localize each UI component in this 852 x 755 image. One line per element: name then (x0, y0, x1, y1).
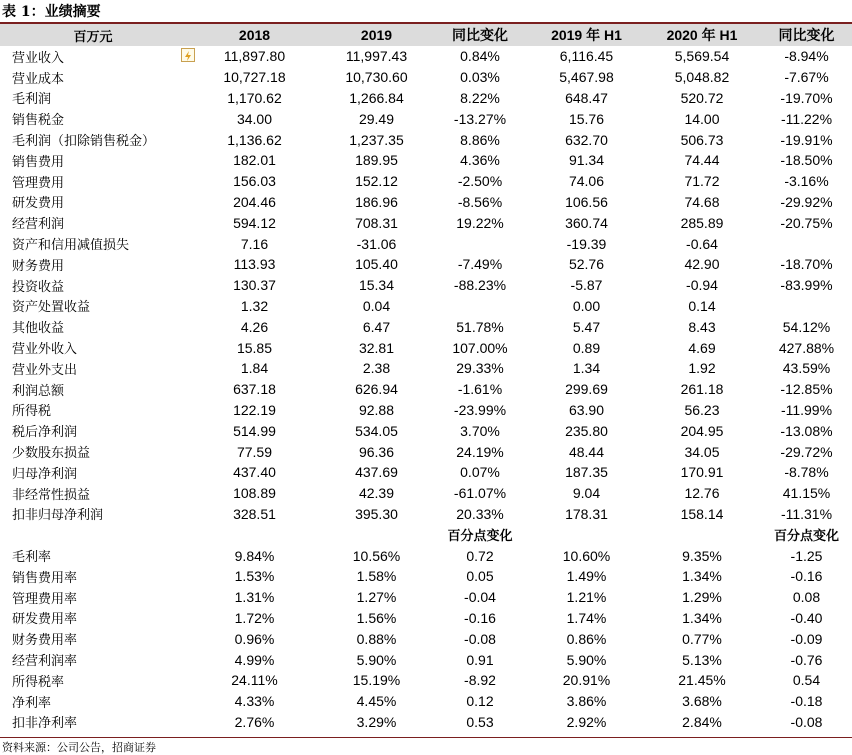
yoy-h1: -0.16 (790, 568, 823, 585)
value-2018: 4.99% (234, 651, 275, 668)
table-row (0, 379, 852, 400)
value-2019-h1: 235.80 (565, 422, 608, 439)
value-2019-h1: 5.47 (572, 318, 601, 335)
value-2019: 15.19% (352, 672, 401, 689)
value-2018: 204.46 (233, 193, 276, 210)
value-2018: 182.01 (233, 152, 276, 169)
table-row (0, 358, 852, 379)
yoy-annual: -13.27% (453, 110, 507, 127)
value-2018: 122.19 (233, 401, 276, 418)
yoy-h1: -0.76 (790, 651, 823, 668)
yoy-h1: -0.08 (790, 713, 823, 730)
header-2020-h1: 2020 年 H1 (666, 27, 738, 43)
value-2019-h1: 1.74% (566, 609, 607, 626)
value-2018: 108.89 (233, 485, 276, 502)
table-row (0, 150, 852, 171)
yoy-annual: 24.19% (456, 443, 504, 460)
value-2019: 5.90% (356, 651, 397, 668)
yoy-h1: -18.70% (780, 256, 833, 273)
value-2019: 10.56% (352, 547, 401, 564)
yoy-annual (430, 233, 530, 254)
value-2020-h1: 1.34% (682, 609, 722, 626)
row-label: 销售费用 (12, 154, 65, 170)
yoy-h1: 43.59% (782, 360, 831, 377)
table-row (0, 441, 852, 462)
row-label (0, 524, 186, 545)
value-2020-h1: 1.34% (682, 568, 722, 585)
value-2019: 42.39 (358, 485, 395, 502)
value-2018: 1,136.62 (227, 131, 282, 148)
value-2019: 395.30 (355, 505, 398, 522)
value-2019: 534.05 (355, 422, 398, 439)
value-2019: 1.56% (356, 609, 397, 626)
table-row (0, 275, 852, 296)
value-2020-h1: 5.13% (682, 651, 722, 668)
value-2019: 437.69 (355, 464, 398, 481)
header-unit: 百万元 (73, 29, 113, 45)
header-2019-h1: 2019 年 H1 (551, 27, 622, 43)
value-2019: 4.45% (356, 693, 397, 710)
value-2019-h1: 5,467.98 (559, 69, 614, 86)
yoy-h1: -19.91% (780, 131, 833, 148)
row-label: 研发费用 (12, 196, 65, 212)
yoy-annual: 0.53 (466, 713, 494, 730)
yoy-annual: 29.33% (456, 360, 504, 377)
yoy-annual: 0.84% (460, 48, 500, 65)
value-2018: 77.59 (236, 443, 273, 460)
row-label: 资产和信用减值损失 (12, 238, 130, 254)
value-2020-h1: 74.44 (684, 152, 720, 169)
value-2020-h1: -0.94 (686, 277, 718, 294)
value-2019: 96.36 (358, 443, 395, 460)
yoy-h1: -0.40 (790, 609, 823, 626)
yoy-h1: 41.15% (782, 485, 831, 502)
table-row (0, 566, 852, 587)
value-2020-h1: 21.45% (678, 672, 726, 689)
yoy-h1: 54.12% (782, 318, 831, 335)
value-2018: 437.40 (233, 464, 276, 481)
value-2019-h1: 648.47 (565, 89, 608, 106)
value-2019-h1: 3.86% (566, 693, 607, 710)
table-row (0, 67, 852, 88)
yoy-h1: -13.08% (780, 422, 833, 439)
yoy-annual: 0.91 (466, 651, 494, 668)
table-row (0, 337, 852, 358)
value-2020-h1: 506.73 (680, 131, 724, 148)
yoy-annual: 8.86% (460, 131, 500, 148)
yoy-annual: 19.22% (456, 214, 504, 231)
yoy-annual: 107.00% (452, 339, 508, 356)
yoy-annual: -0.04 (464, 589, 496, 606)
value-2019: 186.96 (355, 193, 398, 210)
table-header-row (0, 24, 852, 46)
value-2020-h1: 71.72 (684, 173, 720, 190)
yoy-h1: -83.99% (780, 277, 833, 294)
row-label: 资产处置收益 (12, 300, 91, 316)
value-2019: 11,997.43 (345, 48, 408, 65)
value-2020-h1: 12.76 (684, 485, 720, 502)
row-label: 所得税 (12, 404, 52, 420)
value-2020-h1: 5,048.82 (674, 69, 730, 86)
value-2019-h1: 187.35 (565, 464, 608, 481)
yoy-h1: -1.25 (790, 547, 823, 564)
table-row (0, 649, 852, 670)
value-2019-h1: 299.69 (565, 381, 608, 398)
yoy-h1: -11.22% (780, 110, 833, 127)
value-2019-h1: -19.39 (566, 235, 607, 252)
table-row (0, 504, 852, 525)
row-label: 净利率 (12, 695, 52, 711)
yoy-h1: -8.94% (784, 48, 829, 65)
value-2018: 1.53% (234, 568, 275, 585)
value-2020-h1: 8.43 (688, 318, 716, 335)
yoy-h1: -11.99% (780, 401, 833, 418)
row-label: 其他收益 (12, 321, 65, 337)
table-row (0, 608, 852, 629)
value-2019: 29.49 (358, 110, 395, 127)
yoy-annual: 0.03% (460, 69, 500, 86)
value-2019-h1: 360.74 (565, 214, 608, 231)
value-2019-h1: 20.91% (562, 672, 611, 689)
table-row (0, 108, 852, 129)
value-2019-h1: 1.34 (572, 360, 601, 377)
value-2018: 10,727.18 (223, 69, 286, 86)
table-row (0, 691, 852, 712)
yoy-annual: 0.12 (466, 693, 494, 710)
table-row (0, 712, 852, 733)
value-2019-h1: 52.76 (568, 256, 605, 273)
table-row (0, 212, 852, 233)
row-label: 所得税率 (12, 674, 65, 690)
value-2019-h1: 1.49% (566, 568, 607, 585)
value-2018: 2.76% (234, 713, 275, 730)
value-2019: 3.29% (356, 713, 397, 730)
value-2019: 1.27% (356, 589, 397, 606)
value-2018: 0.96% (234, 630, 275, 647)
value-2019: 15.34 (358, 277, 395, 294)
value-2019-h1: 48.44 (568, 443, 605, 460)
value-2020-h1: 9.35% (682, 547, 722, 564)
row-label: 毛利润 (12, 92, 52, 108)
row-label: 扣非归母净利润 (12, 508, 104, 524)
yoy-h1: -11.31% (780, 505, 833, 522)
value-2018: 1.31% (234, 589, 275, 606)
value-2020-h1: 42.90 (684, 256, 720, 273)
value-2018: 7.16 (240, 235, 269, 252)
value-2019-h1: 0.89 (572, 339, 601, 356)
value-2018: 34.00 (236, 110, 273, 127)
yoy-annual: 0.72 (466, 547, 494, 564)
value-2018: 11,897.80 (223, 48, 286, 65)
row-label: 利润总额 (12, 383, 65, 399)
value-2020-h1: -0.64 (686, 235, 718, 252)
value-2019-h1: 63.90 (568, 401, 605, 418)
value-2018: 130.37 (233, 277, 276, 294)
table-row (0, 88, 852, 109)
yoy-h1: 427.88% (778, 339, 835, 356)
row-label: 非经常性损益 (12, 487, 91, 503)
value-2019: 10,730.60 (345, 69, 408, 86)
value-2019-h1 (530, 524, 643, 545)
value-2019: 105.40 (355, 256, 398, 273)
value-2018: 514.99 (233, 422, 276, 439)
value-2020-h1: 5,569.54 (674, 48, 730, 65)
value-2020-h1: 2.84% (682, 713, 722, 730)
value-2019-h1: 632.70 (565, 131, 608, 148)
yoy-h1: 0.08 (792, 589, 821, 606)
value-2020-h1: 74.68 (684, 193, 720, 210)
value-2019: 189.95 (355, 152, 398, 169)
yoy-annual: -2.50% (457, 173, 503, 190)
value-2018: 637.18 (233, 381, 276, 398)
yoy-h1: 0.54 (792, 672, 821, 689)
value-2019: 626.94 (355, 381, 398, 398)
table-row (0, 420, 852, 441)
value-2020-h1: 0.14 (688, 297, 716, 314)
value-2020-h1: 285.89 (680, 214, 724, 231)
value-2018: 4.33% (234, 693, 275, 710)
yoy-annual: -0.16 (464, 609, 496, 626)
row-label: 少数股东损益 (12, 446, 91, 462)
row-label: 营业外支出 (12, 362, 78, 378)
row-label: 营业成本 (12, 71, 65, 87)
value-2018: 1.32 (240, 297, 269, 314)
value-2019-h1: 6,116.45 (559, 48, 614, 65)
yoy-annual: -61.07% (453, 485, 507, 502)
value-2020-h1 (643, 524, 761, 545)
header-2018: 2018 (238, 27, 271, 43)
value-2020-h1: 261.18 (680, 381, 724, 398)
flash-icon (181, 48, 195, 62)
value-2020-h1: 56.23 (684, 401, 720, 418)
value-2019: 92.88 (358, 401, 395, 418)
row-label: 归母净利润 (12, 466, 78, 482)
value-2019: 0.04 (362, 297, 391, 314)
table-title: 表 1：业绩摘要 (2, 4, 101, 20)
table-row (0, 316, 852, 337)
yoy-h1: -29.92% (780, 193, 833, 210)
value-2019: -31.06 (356, 235, 397, 252)
table-row (0, 233, 852, 254)
yoy-h1: -20.75% (780, 214, 833, 231)
yoy-annual (430, 296, 530, 317)
yoy-annual: 20.33% (456, 505, 504, 522)
table-row (0, 254, 852, 275)
table-row (0, 46, 852, 67)
row-label: 营业外收入 (12, 342, 78, 358)
table-row (0, 628, 852, 649)
value-2020-h1: 520.72 (680, 89, 724, 106)
value-2019-h1: 9.04 (572, 485, 601, 502)
value-2018: 1.72% (234, 609, 275, 626)
yoy-annual: -88.23% (453, 277, 507, 294)
yoy-h1: -0.18 (790, 693, 823, 710)
value-2019-h1: 74.06 (568, 173, 605, 190)
value-2019: 6.47 (362, 318, 391, 335)
value-2018: 15.85 (236, 339, 273, 356)
table-row (0, 462, 852, 483)
table-row (0, 483, 852, 504)
value-2019 (323, 524, 430, 545)
source-divider (0, 737, 852, 738)
value-2018: 156.03 (233, 173, 276, 190)
header-yoy-h1: 同比变化 (778, 27, 835, 43)
value-2020-h1: 3.68% (682, 693, 722, 710)
value-2020-h1: 34.05 (684, 443, 720, 460)
yoy-h1: 百分点变化 (773, 529, 839, 545)
yoy-annual: 51.78% (456, 318, 504, 335)
row-label: 扣非净利率 (12, 716, 78, 732)
yoy-annual: 8.22% (460, 89, 500, 106)
value-2019-h1: 91.34 (568, 152, 605, 169)
yoy-h1: -19.70% (780, 89, 833, 106)
value-2019-h1: 1.21% (566, 589, 607, 606)
value-2018: 594.12 (233, 214, 276, 231)
value-2020-h1: 4.69 (688, 339, 716, 356)
value-2019-h1: 0.00 (572, 297, 601, 314)
value-2019: 1.58% (356, 568, 397, 585)
row-label: 毛利率 (12, 550, 52, 566)
table-row (0, 129, 852, 150)
table-row (0, 545, 852, 566)
yoy-h1: -7.67% (784, 69, 829, 86)
value-2018: 1,170.62 (227, 89, 282, 106)
row-label: 研发费用率 (12, 612, 78, 628)
yoy-h1: -0.09 (790, 630, 823, 647)
yoy-annual: -1.61% (457, 381, 503, 398)
value-2019: 0.88% (356, 630, 397, 647)
value-2018: 328.51 (233, 505, 276, 522)
row-label: 财务费用率 (12, 633, 78, 649)
value-2020-h1: 1.29% (682, 589, 722, 606)
row-label: 投资收益 (12, 279, 65, 295)
yoy-annual: 4.36% (460, 152, 500, 169)
yoy-annual: 百分点变化 (447, 529, 513, 545)
row-label: 管理费用 (12, 175, 65, 191)
table-row (0, 171, 852, 192)
value-2019: 2.38 (362, 360, 391, 377)
yoy-h1: -3.16% (784, 173, 829, 190)
row-label: 销售费用率 (12, 570, 78, 586)
financial-summary-table (0, 24, 852, 732)
yoy-h1 (761, 296, 852, 317)
yoy-annual: -7.49% (457, 256, 503, 273)
table-row (0, 587, 852, 608)
row-label: 营业收入 (12, 50, 65, 66)
value-2019-h1: 10.60% (562, 547, 611, 564)
value-2019-h1: 2.92% (566, 713, 607, 730)
value-2019-h1: -5.87 (570, 277, 603, 294)
table-row (0, 192, 852, 213)
yoy-h1: -12.85% (780, 381, 833, 398)
table-row (0, 400, 852, 421)
value-2019-h1: 106.56 (565, 193, 608, 210)
value-2019: 1,266.84 (349, 89, 404, 106)
value-2019: 708.31 (355, 214, 398, 231)
value-2019-h1: 0.86% (566, 630, 607, 647)
table-row (0, 296, 852, 317)
header-2019: 2019 (360, 27, 393, 43)
value-2019-h1: 178.31 (565, 505, 608, 522)
row-label: 销售税金 (12, 113, 65, 129)
table-row (0, 670, 852, 691)
yoy-annual: -0.08 (464, 630, 496, 647)
value-2019-h1: 5.90% (566, 651, 607, 668)
yoy-annual: -8.92 (464, 672, 496, 689)
value-2019: 152.12 (355, 173, 398, 190)
value-2019: 1,237.35 (349, 131, 404, 148)
value-2018: 24.11% (231, 672, 278, 689)
value-2018 (186, 524, 323, 545)
value-2018: 1.84 (240, 360, 269, 377)
yoy-annual: -8.56% (457, 193, 503, 210)
table-row (0, 524, 852, 545)
row-label: 财务费用 (12, 258, 65, 274)
header-yoy-annual: 同比变化 (452, 27, 508, 43)
row-label: 税后净利润 (12, 425, 78, 441)
yoy-h1: -8.78% (784, 464, 829, 481)
yoy-h1: -29.72% (780, 443, 833, 460)
value-2020-h1: 158.14 (680, 505, 724, 522)
value-2020-h1: 0.77% (682, 630, 722, 647)
value-2020-h1: 204.95 (680, 422, 724, 439)
yoy-annual: 0.07% (460, 464, 500, 481)
row-label: 经营利润率 (12, 654, 78, 669)
yoy-annual: 3.70% (460, 422, 500, 439)
yoy-h1 (761, 233, 852, 254)
source-note: 资料来源：公司公告，招商证券 (2, 741, 156, 754)
value-2018: 9.84% (234, 547, 275, 564)
yoy-annual: 0.05 (466, 568, 494, 585)
row-label: 管理费用率 (12, 591, 78, 607)
value-2020-h1: 1.92 (688, 360, 716, 377)
value-2020-h1: 14.00 (684, 110, 720, 127)
value-2018: 113.93 (233, 256, 276, 273)
value-2018: 4.26 (240, 318, 269, 335)
value-2019-h1: 15.76 (568, 110, 605, 127)
value-2019: 32.81 (358, 339, 395, 356)
yoy-h1: -18.50% (780, 152, 833, 169)
row-label: 毛利润（扣除销售税金） (12, 134, 156, 150)
yoy-annual: -23.99% (453, 401, 507, 418)
row-label: 经营利润 (12, 217, 65, 233)
value-2020-h1: 170.91 (680, 464, 724, 481)
